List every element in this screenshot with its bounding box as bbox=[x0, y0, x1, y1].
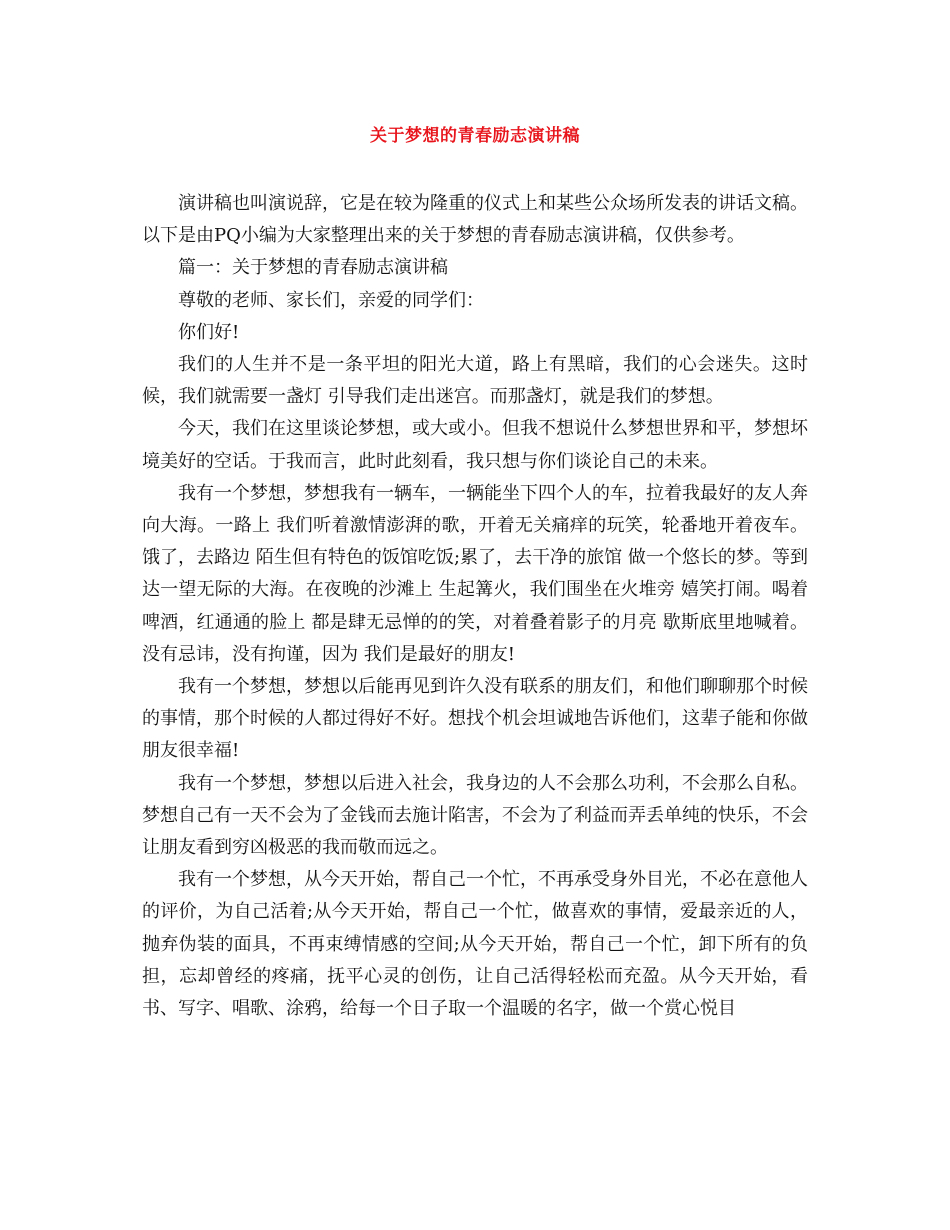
paragraph-salutation: 尊敬的老师、家长们，亲爱的同学们： bbox=[178, 289, 484, 311]
paragraph-section-heading: 篇一：关于梦想的青春励志演讲稿 bbox=[178, 257, 448, 279]
paragraph-life-road: 我们的人生并不是一条平坦的阳光大道，路上有黑暗，我们的心会迷失。这时候，我们就需要一盏灯 引导我们走出迷宫。而那盏灯，就是我们的梦想。 bbox=[142, 354, 808, 408]
paragraph-dream-society: 我有一个梦想，梦想以后进入社会，我身边的人不会那么功利，不会那么自私。梦想自己有一天不会为了金钱而去施计陷害，不会为了利益而弄丢单纯的快乐，不会让朋友看到穷凶极恶的我而敬而远之。 bbox=[142, 772, 808, 859]
paragraph-today: 今天，我们在这里谈论梦想，或大或小。但我不想说什么梦想世界和平，梦想坏境美好的空话。于我而言，此时此刻看，我只想与你们谈论自己的未来。 bbox=[142, 418, 808, 472]
paragraph-dream-self: 我有一个梦想，从今天开始，帮自己一个忙，不再承受身外目光，不必在意他人的评价，为自己活着;从今天开始，帮自己一个忙，做喜欢的事情，爱最亲近的人，抛弃伪装的面具，不再束缚情感的空间;从今天开始，帮自己一个忙，卸下所有的负担，忘却曾经的疼痛，抚平心灵的创伤，让自己活得轻松而充盈。从今天开始，看书、写字、唱歌、涂鸦，给每一个日子取一个温暖的名字，做一个赏心悦目 bbox=[142, 869, 808, 1020]
document-title: 关于梦想的青春励志演讲稿 bbox=[370, 126, 580, 146]
paragraph-dream-friends: 我有一个梦想，梦想以后能再见到许久没有联系的朋友们，和他们聊聊那个时候的事情，那个时候的人都过得好不好。想找个机会坦诚地告诉他们，这辈子能和你做朋友很幸福! bbox=[142, 676, 808, 762]
document-body bbox=[142, 188, 808, 1025]
paragraph-dream-car: 我有一个梦想，梦想我有一辆车，一辆能坐下四个人的车，拉着我最好的友人奔向大海。一路上 我们听着激情澎湃的歌，开着无关痛痒的玩笑，轮番地开着夜车。饿了，去路边 陌生但有特色的饭馆吃饭;累了，去干净的旅馆 做一个悠长的梦。等到达一望无际的大海。在夜晚的沙滩上 生起篝火，我们围坐在火堆旁 嬉笑打闹。喝着啤酒，红通通的脸上 都是肆无忌惮的的笑，对着叠着影子的月亮 歇斯底里地喊着。没有忌讳，没有拘谨，因为 我们是最好的朋友! bbox=[142, 482, 808, 665]
paragraph-greeting: 你们好! bbox=[178, 321, 240, 343]
paragraph-intro: 演讲稿也叫演说辞，它是在较为隆重的仪式上和某些公众场所发表的讲话文稿。以下是由PQ小编为大家整理出来的关于梦想的青春励志演讲稿，仅供参考。 bbox=[142, 193, 808, 247]
